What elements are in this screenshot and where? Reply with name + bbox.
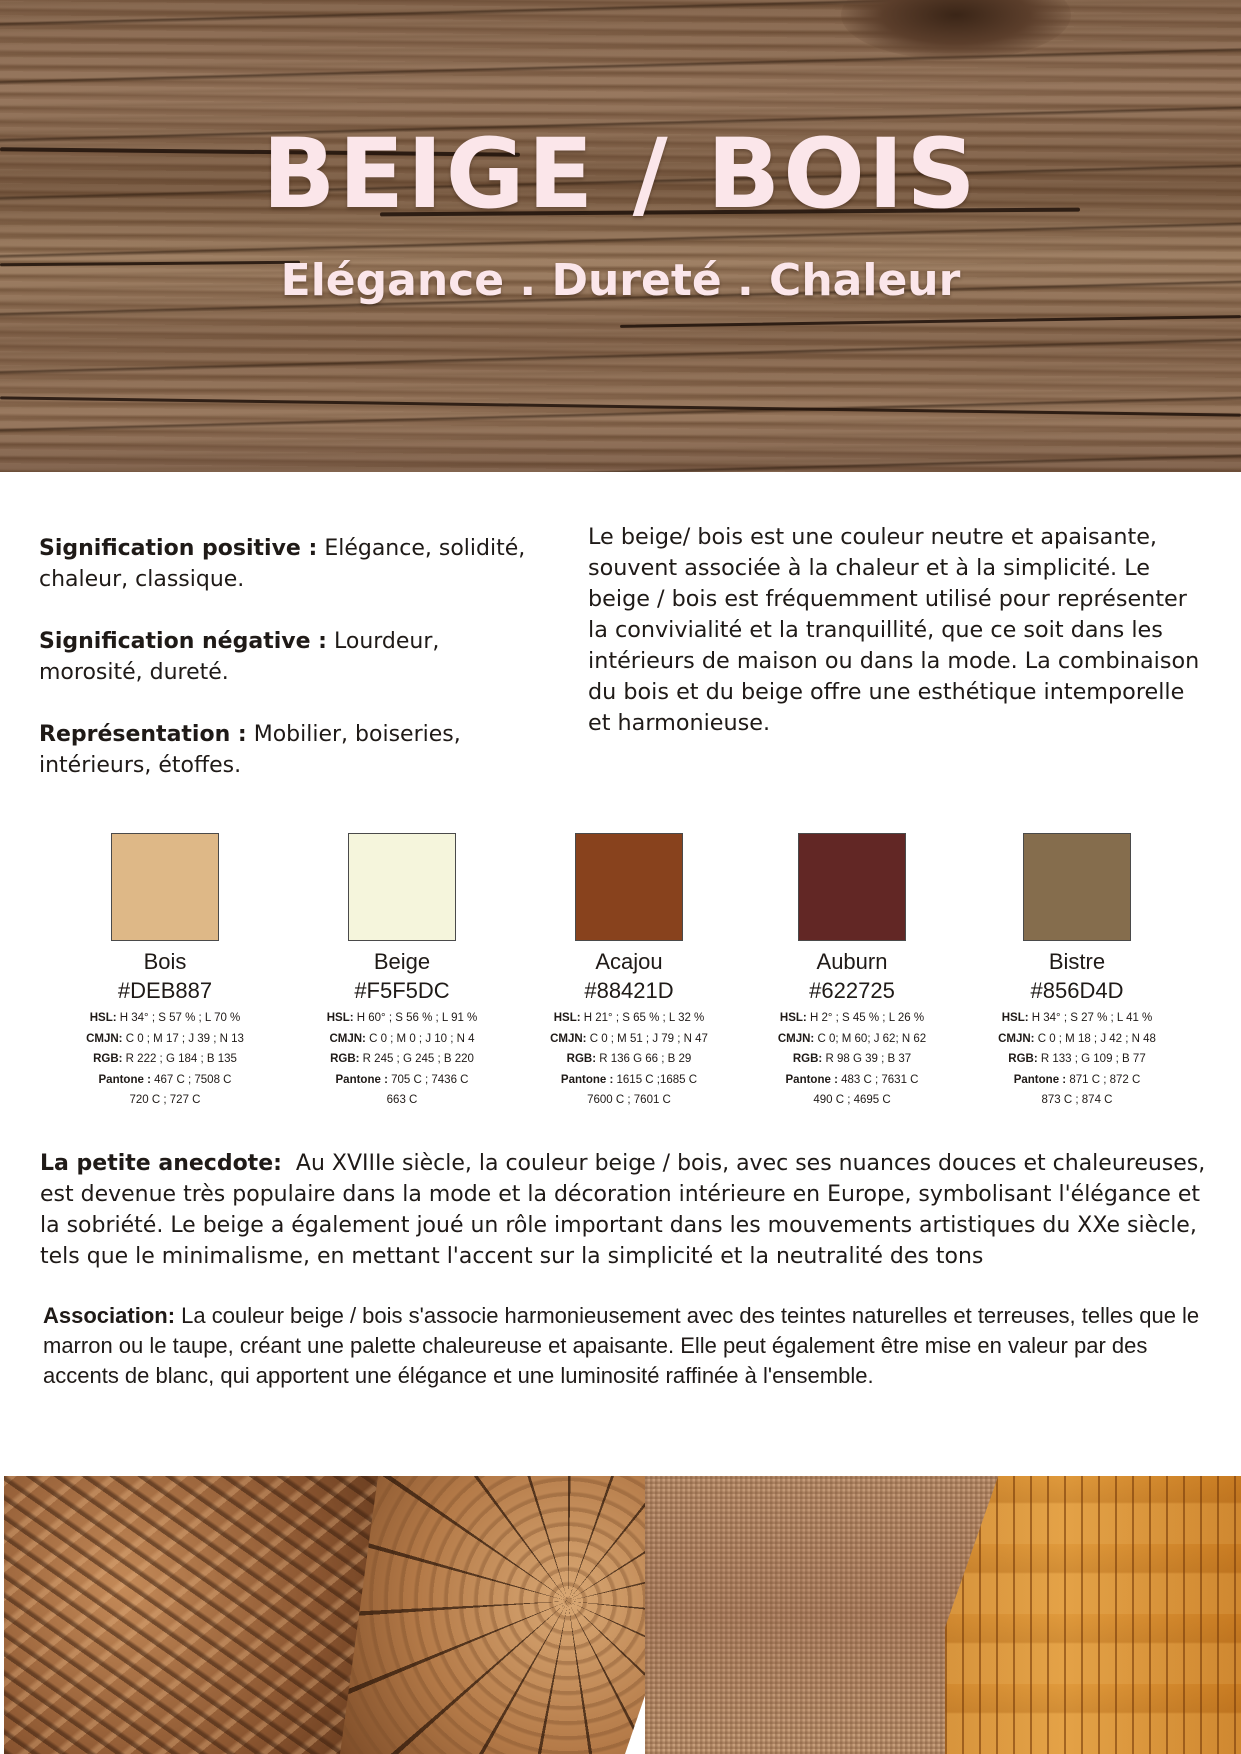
swatch-hsl: HSL: H 21° ; S 65 % ; L 32 % bbox=[553, 1012, 705, 1024]
swatch-rgb: RGB: R 98 G 39 ; B 37 bbox=[792, 1053, 912, 1065]
swatch-pantone-extra: 663 C bbox=[386, 1094, 418, 1106]
anecdote-text: Au XVIIIe siècle, la couleur beige / bois, avec ses nuances douces et chaleureuses, est devenue très populaire dans la mode et la décoration intérieure en Europe, symbolisant l'élégance et la sobriété. Le beige a également joué un rôle important dans les mouvements artistiques du XXe siècle, tels que le minimalisme, en mettant l'accent sur la simplicité et la neutralité des tons bbox=[40, 1151, 1206, 1269]
swatch-pantone: Pantone : 871 C ; 872 C bbox=[1013, 1073, 1141, 1086]
swatch-color-box bbox=[348, 833, 456, 941]
swatch-pantone-extra: 490 C ; 4695 C bbox=[813, 1094, 891, 1106]
swatch-name: Beige bbox=[373, 949, 431, 974]
wood-crack bbox=[0, 396, 1241, 416]
swatch-cmjn: CMJN: C 0 ; M 51 ; J 79 ; N 47 bbox=[550, 1032, 708, 1045]
rope-texture-image bbox=[4, 1476, 404, 1754]
swatch-hex: #622725 bbox=[809, 978, 895, 1003]
swatch-rgb: RGB: R 136 G 66 ; B 29 bbox=[566, 1053, 692, 1065]
swatch-hsl: HSL: H 2° ; S 45 % ; L 26 % bbox=[779, 1012, 925, 1024]
swatch-cmjn: CMJN: C 0 ; M 18 ; J 42 ; N 48 bbox=[998, 1032, 1156, 1045]
negative-meaning bbox=[39, 626, 539, 688]
swatch-rgb: RGB: R 133 ; G 109 ; B 77 bbox=[1008, 1053, 1146, 1065]
swatch-pantone: Pantone : 705 C ; 7436 C bbox=[335, 1073, 469, 1086]
swatch-cmjn: CMJN: C 0; M 60; J 62; N 62 bbox=[777, 1032, 927, 1045]
swatch-color-box bbox=[111, 833, 219, 941]
texture-photo-strip bbox=[0, 1476, 1241, 1754]
swatch-acajou bbox=[509, 833, 749, 1111]
swatch-beige bbox=[282, 833, 522, 1111]
meanings-block bbox=[39, 533, 539, 812]
swatch-specs bbox=[957, 1008, 1197, 1111]
swatch-auburn bbox=[732, 833, 972, 1111]
anecdote-label: La petite anecdote: bbox=[40, 1151, 282, 1176]
swatch-pantone: Pantone : 1615 C ;1685 C bbox=[560, 1073, 698, 1086]
swatch-color-box bbox=[575, 833, 683, 941]
swatch-specs bbox=[509, 1008, 749, 1111]
swatch-rgb: RGB: R 222 ; G 184 ; B 135 bbox=[93, 1053, 237, 1065]
negative-meaning-text: Lourdeur, morosité, dureté. bbox=[39, 629, 440, 685]
swatch-pantone-extra: 720 C ; 727 C bbox=[129, 1094, 201, 1106]
swatch-hsl: HSL: H 34° ; S 57 % ; L 70 % bbox=[89, 1012, 241, 1024]
swatch-pantone: Pantone : 467 C ; 7508 C bbox=[98, 1073, 232, 1086]
swatch-color-box bbox=[1023, 833, 1131, 941]
association-label: Association: bbox=[43, 1303, 176, 1328]
wood-floor-texture-image bbox=[945, 1476, 1241, 1754]
wood-knot bbox=[841, 0, 1071, 60]
swatch-pantone: Pantone : 483 C ; 7631 C bbox=[785, 1073, 919, 1086]
representation bbox=[39, 719, 539, 781]
association-paragraph bbox=[43, 1301, 1223, 1391]
association-text: La couleur beige / bois s'associe harmonieusement avec des teintes naturelles et terreuses, telles que le marron ou le taupe, créant une palette chaleureuse et apaisante. Elle peut également être mise en valeur par des accents de blanc, qui apportent une élégance et une luminosité raffinée à l'ensemble. bbox=[43, 1303, 1200, 1388]
swatch-specs bbox=[282, 1008, 522, 1111]
swatch-hsl: HSL: H 34° ; S 27 % ; L 41 % bbox=[1001, 1012, 1153, 1024]
swatch-color-box bbox=[798, 833, 906, 941]
swatch-hex: #856D4D bbox=[1030, 978, 1124, 1003]
swatch-hsl: HSL: H 60° ; S 56 % ; L 91 % bbox=[326, 1012, 478, 1024]
representation-label: Représentation : bbox=[39, 722, 247, 747]
anecdote-paragraph bbox=[40, 1148, 1220, 1272]
swatch-rgb: RGB: R 245 ; G 245 ; B 220 bbox=[330, 1053, 474, 1065]
swatch-specs bbox=[45, 1008, 285, 1111]
positive-meaning-text: Elégance, solidité, chaleur, classique. bbox=[39, 536, 526, 592]
swatch-cmjn: CMJN: C 0 ; M 17 ; J 39 ; N 13 bbox=[86, 1032, 244, 1045]
swatch-pantone-extra: 873 C ; 874 C bbox=[1041, 1094, 1113, 1106]
representation-text: Mobilier, boiseries, intérieurs, étoffes. bbox=[39, 722, 461, 778]
swatch-hex: #DEB887 bbox=[117, 978, 213, 1003]
negative-meaning-label: Signification négative : bbox=[39, 629, 327, 654]
positive-meaning-label: Signification positive : bbox=[39, 536, 318, 561]
swatch-bistre bbox=[957, 833, 1197, 1111]
swatch-name: Bois bbox=[143, 949, 187, 974]
description-paragraph: Le beige/ bois est une couleur neutre et apaisante, souvent associée à la chaleur et à la simplicité. Le beige / bois est fréquemment utilisé pour représenter la convivialité et la tranquillité, que ce soit dans les intérieurs de maison ou dans la mode. La combinaison du bois et du beige offre une esthétique intemporelle et harmonieuse. bbox=[588, 524, 1200, 736]
page-title: BEIGE / BOIS bbox=[262, 118, 979, 230]
swatch-name: Auburn bbox=[816, 949, 888, 974]
header-banner bbox=[0, 0, 1241, 472]
positive-meaning bbox=[39, 533, 539, 595]
wood-crack bbox=[620, 315, 1241, 328]
swatch-name: Acajou bbox=[595, 949, 663, 974]
swatch-hex: #88421D bbox=[584, 978, 674, 1003]
swatch-name: Bistre bbox=[1048, 949, 1106, 974]
swatch-hex: #F5F5DC bbox=[354, 978, 450, 1003]
swatch-pantone-extra: 7600 C ; 7601 C bbox=[587, 1094, 671, 1106]
swatch-cmjn: CMJN: C 0 ; M 0 ; J 10 ; N 4 bbox=[329, 1032, 475, 1045]
page-subtitle: Elégance . Dureté . Chaleur bbox=[280, 255, 961, 306]
swatch-bois bbox=[45, 833, 285, 1111]
swatch-specs bbox=[732, 1008, 972, 1111]
